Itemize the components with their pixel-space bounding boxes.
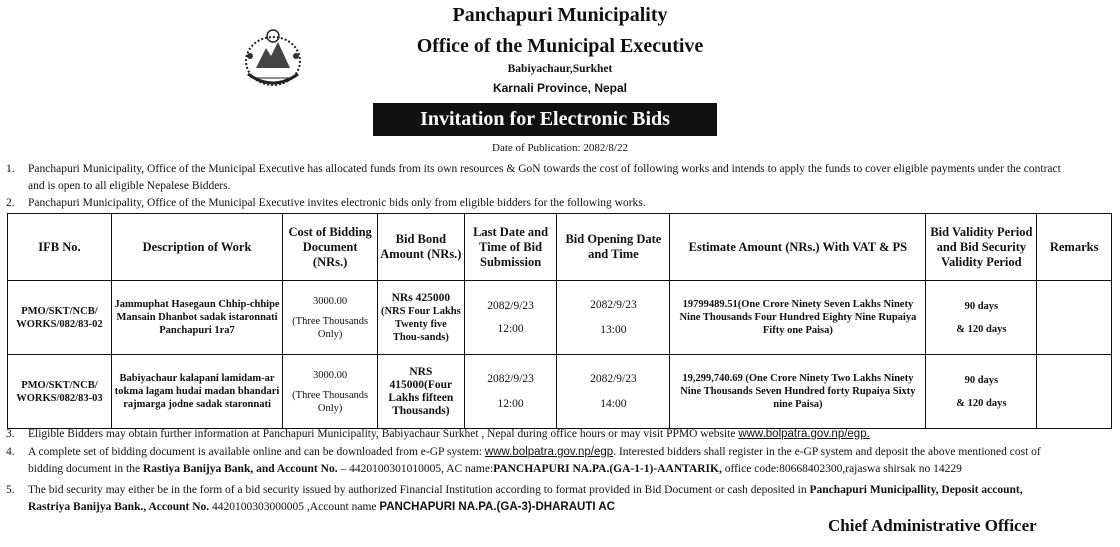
header-ifb: IFB No. — [8, 214, 112, 281]
paragraph-text: bidding document in the — [28, 463, 141, 475]
cell-last-date — [464, 281, 557, 355]
bank-account: Rastriya Banijya Bank., Account No. — [28, 501, 210, 513]
municipality-name: Panchapuri Municipality — [452, 4, 668, 26]
validity-bid: 90 days — [964, 374, 999, 386]
office-name: Office of the Municipal Executive — [416, 35, 704, 57]
paragraph-number: 3. — [6, 428, 15, 440]
opening-date: 2082/9/23 — [590, 372, 637, 385]
paragraph-text: . Interested bidders shall register in the e-GP system and deposit the above mentioned cost of — [613, 446, 1041, 458]
cost-words: (Three Thousands Only) — [292, 315, 369, 340]
header-bond: Bid Bond Amount (NRs.) — [378, 214, 465, 281]
bids-table — [7, 213, 1112, 429]
paragraph-text: The bid security may either be in the form of a bid security issued by authorized Financial Institution according to format provided in Bid Document or cash deposited in — [28, 484, 807, 496]
cost-value: 3000.00 — [313, 295, 348, 307]
paragraph-text: and is open to all eligible Nepalese Bidders. — [28, 180, 231, 192]
paragraph-text: Panchapuri Municipality, Office of the Municipal Executive has allocated funds from its own resources & GoN towards the cost of following works and intends to apply the funds to cover eligible payments under the contract — [28, 163, 1061, 175]
paragraph-number: 4. — [6, 446, 15, 458]
cell-opening — [557, 281, 670, 355]
bond-words: (NRS Four Lakhs Twenty five Thou-sands) — [380, 305, 461, 343]
account-number: 4420100303000005 ,Account name — [212, 501, 377, 513]
cell-bond — [378, 281, 465, 355]
table-header-row — [8, 214, 1112, 281]
header-opening: Bid Opening Date and Time — [557, 214, 670, 281]
office-code: office code:80668402300,rajaswa shirsak no 14229 — [724, 463, 962, 475]
cell-bond — [378, 355, 465, 429]
bond-value: NRs 425000 — [391, 291, 451, 304]
cell-opening — [557, 355, 670, 429]
cell-estimate: 19799489.51(One Crore Ninety Seven Lakhs Ninety Nine Thousands Four Hundred Eighty Nine Rupaiya Fifty one Paisa) — [670, 281, 926, 355]
account-info: – 4420100301010005, AC name: — [340, 463, 494, 475]
paragraph-text: Panchapuri Municipality, Office of the Municipal Executive invites electronic bids only from eligible bidders for the following works. — [28, 197, 646, 209]
validity-bid: 90 days — [964, 300, 999, 312]
header-estimate: Estimate Amount (NRs.) With VAT & PS — [670, 214, 926, 281]
opening-time: 14:00 — [600, 397, 627, 410]
cell-description: Jammuphat Hasegaun Chhip-chhipe Mansain Dhanbot sadak istaronnati Panchapuri 1ra7 — [111, 281, 282, 355]
header-remarks: Remarks — [1037, 214, 1112, 281]
last-date: 2082/9/23 — [487, 372, 534, 385]
cell-estimate: 19,299,740.69 (One Crore Ninety Two Lakhs Ninety Nine Thousands Seven Hundred forty Rupaiya Sixty nine Paisa) — [670, 355, 926, 429]
signatory-title: Chief Administrative Officer — [828, 516, 1037, 535]
paragraph-number: 5. — [6, 484, 15, 496]
last-time: 12:00 — [497, 397, 524, 410]
validity-security: & 120 days — [956, 323, 1007, 335]
address: Babiyachaur,Surkhet — [507, 63, 613, 75]
bond-value: NRS 415000(Four Lakhs fifteen Thousands) — [388, 365, 454, 417]
cell-cost — [283, 281, 378, 355]
paragraph-1 — [6, 161, 1061, 195]
cell-last-date — [464, 355, 557, 429]
publication-date: Date of Publication: 2082/8/22 — [492, 142, 628, 154]
header-validity: Bid Validity Period and Bid Security Validity Period — [926, 214, 1037, 281]
cell-ifb: PMO/SKT/NCB/ WORKS/082/83-02 — [8, 281, 112, 355]
paragraph-text: Eligible Bidders may obtain further information at Panchapuri Municipality, Babiyachaur Surkhet , Nepal during office hours or may visit PPMO website — [28, 428, 736, 440]
header-description: Description of Work — [111, 214, 282, 281]
table-row — [8, 355, 1112, 429]
province: Karnali Province, Nepal — [492, 81, 628, 95]
account-name: PANCHAPURI NA.PA.(GA-1-1)-AANTARIK, — [493, 463, 722, 475]
bank-name: Rastiya Banijya Bank, and Account No. — [142, 463, 338, 475]
paragraph-3 — [6, 426, 870, 443]
opening-date: 2082/9/23 — [590, 298, 637, 311]
validity-security: & 120 days — [956, 397, 1007, 409]
paragraph-5 — [6, 482, 1023, 516]
paragraph-number: 1. — [6, 163, 15, 175]
cost-value: 3000.00 — [313, 369, 348, 381]
ppmo-website-link[interactable]: www.bolpatra.gov.np/egp. — [738, 428, 870, 440]
table-row — [8, 281, 1112, 355]
header-cost: Cost of Bidding Document (NRs.) — [283, 214, 378, 281]
account-name: PANCHAPURI NA.PA.(GA-3)-DHARAUTI AC — [379, 501, 615, 513]
opening-time: 13:00 — [600, 323, 627, 336]
banner-title: Invitation for Electronic Bids — [373, 103, 717, 136]
cell-validity — [926, 355, 1037, 429]
cell-cost — [283, 355, 378, 429]
cell-remarks — [1037, 355, 1112, 429]
cell-remarks — [1037, 281, 1112, 355]
cell-ifb: PMO/SKT/NCB/ WORKS/082/83-03 — [8, 355, 112, 429]
paragraph-number: 2. — [6, 197, 15, 209]
paragraph-text: A complete set of bidding document is available online and can be downloaded from e-GP system: — [28, 446, 483, 458]
last-time: 12:00 — [497, 322, 524, 335]
paragraph-4 — [6, 444, 1041, 478]
cost-words: (Three Thousands Only) — [292, 389, 369, 414]
paragraph-2 — [6, 195, 646, 212]
header-last-date: Last Date and Time of Bid Submission — [464, 214, 557, 281]
cell-description: Babiyachaur kalapani lamidam-ar tokma lagam hudai madan bhandari rajmarga jodne sadak staronnati — [111, 355, 282, 429]
deposit-account: Panchapuri Municipallity, Deposit account, — [809, 484, 1023, 496]
last-date: 2082/9/23 — [487, 299, 534, 312]
egp-link[interactable]: www.bolpatra.gov.np/egp — [484, 446, 614, 458]
cell-validity — [926, 281, 1037, 355]
